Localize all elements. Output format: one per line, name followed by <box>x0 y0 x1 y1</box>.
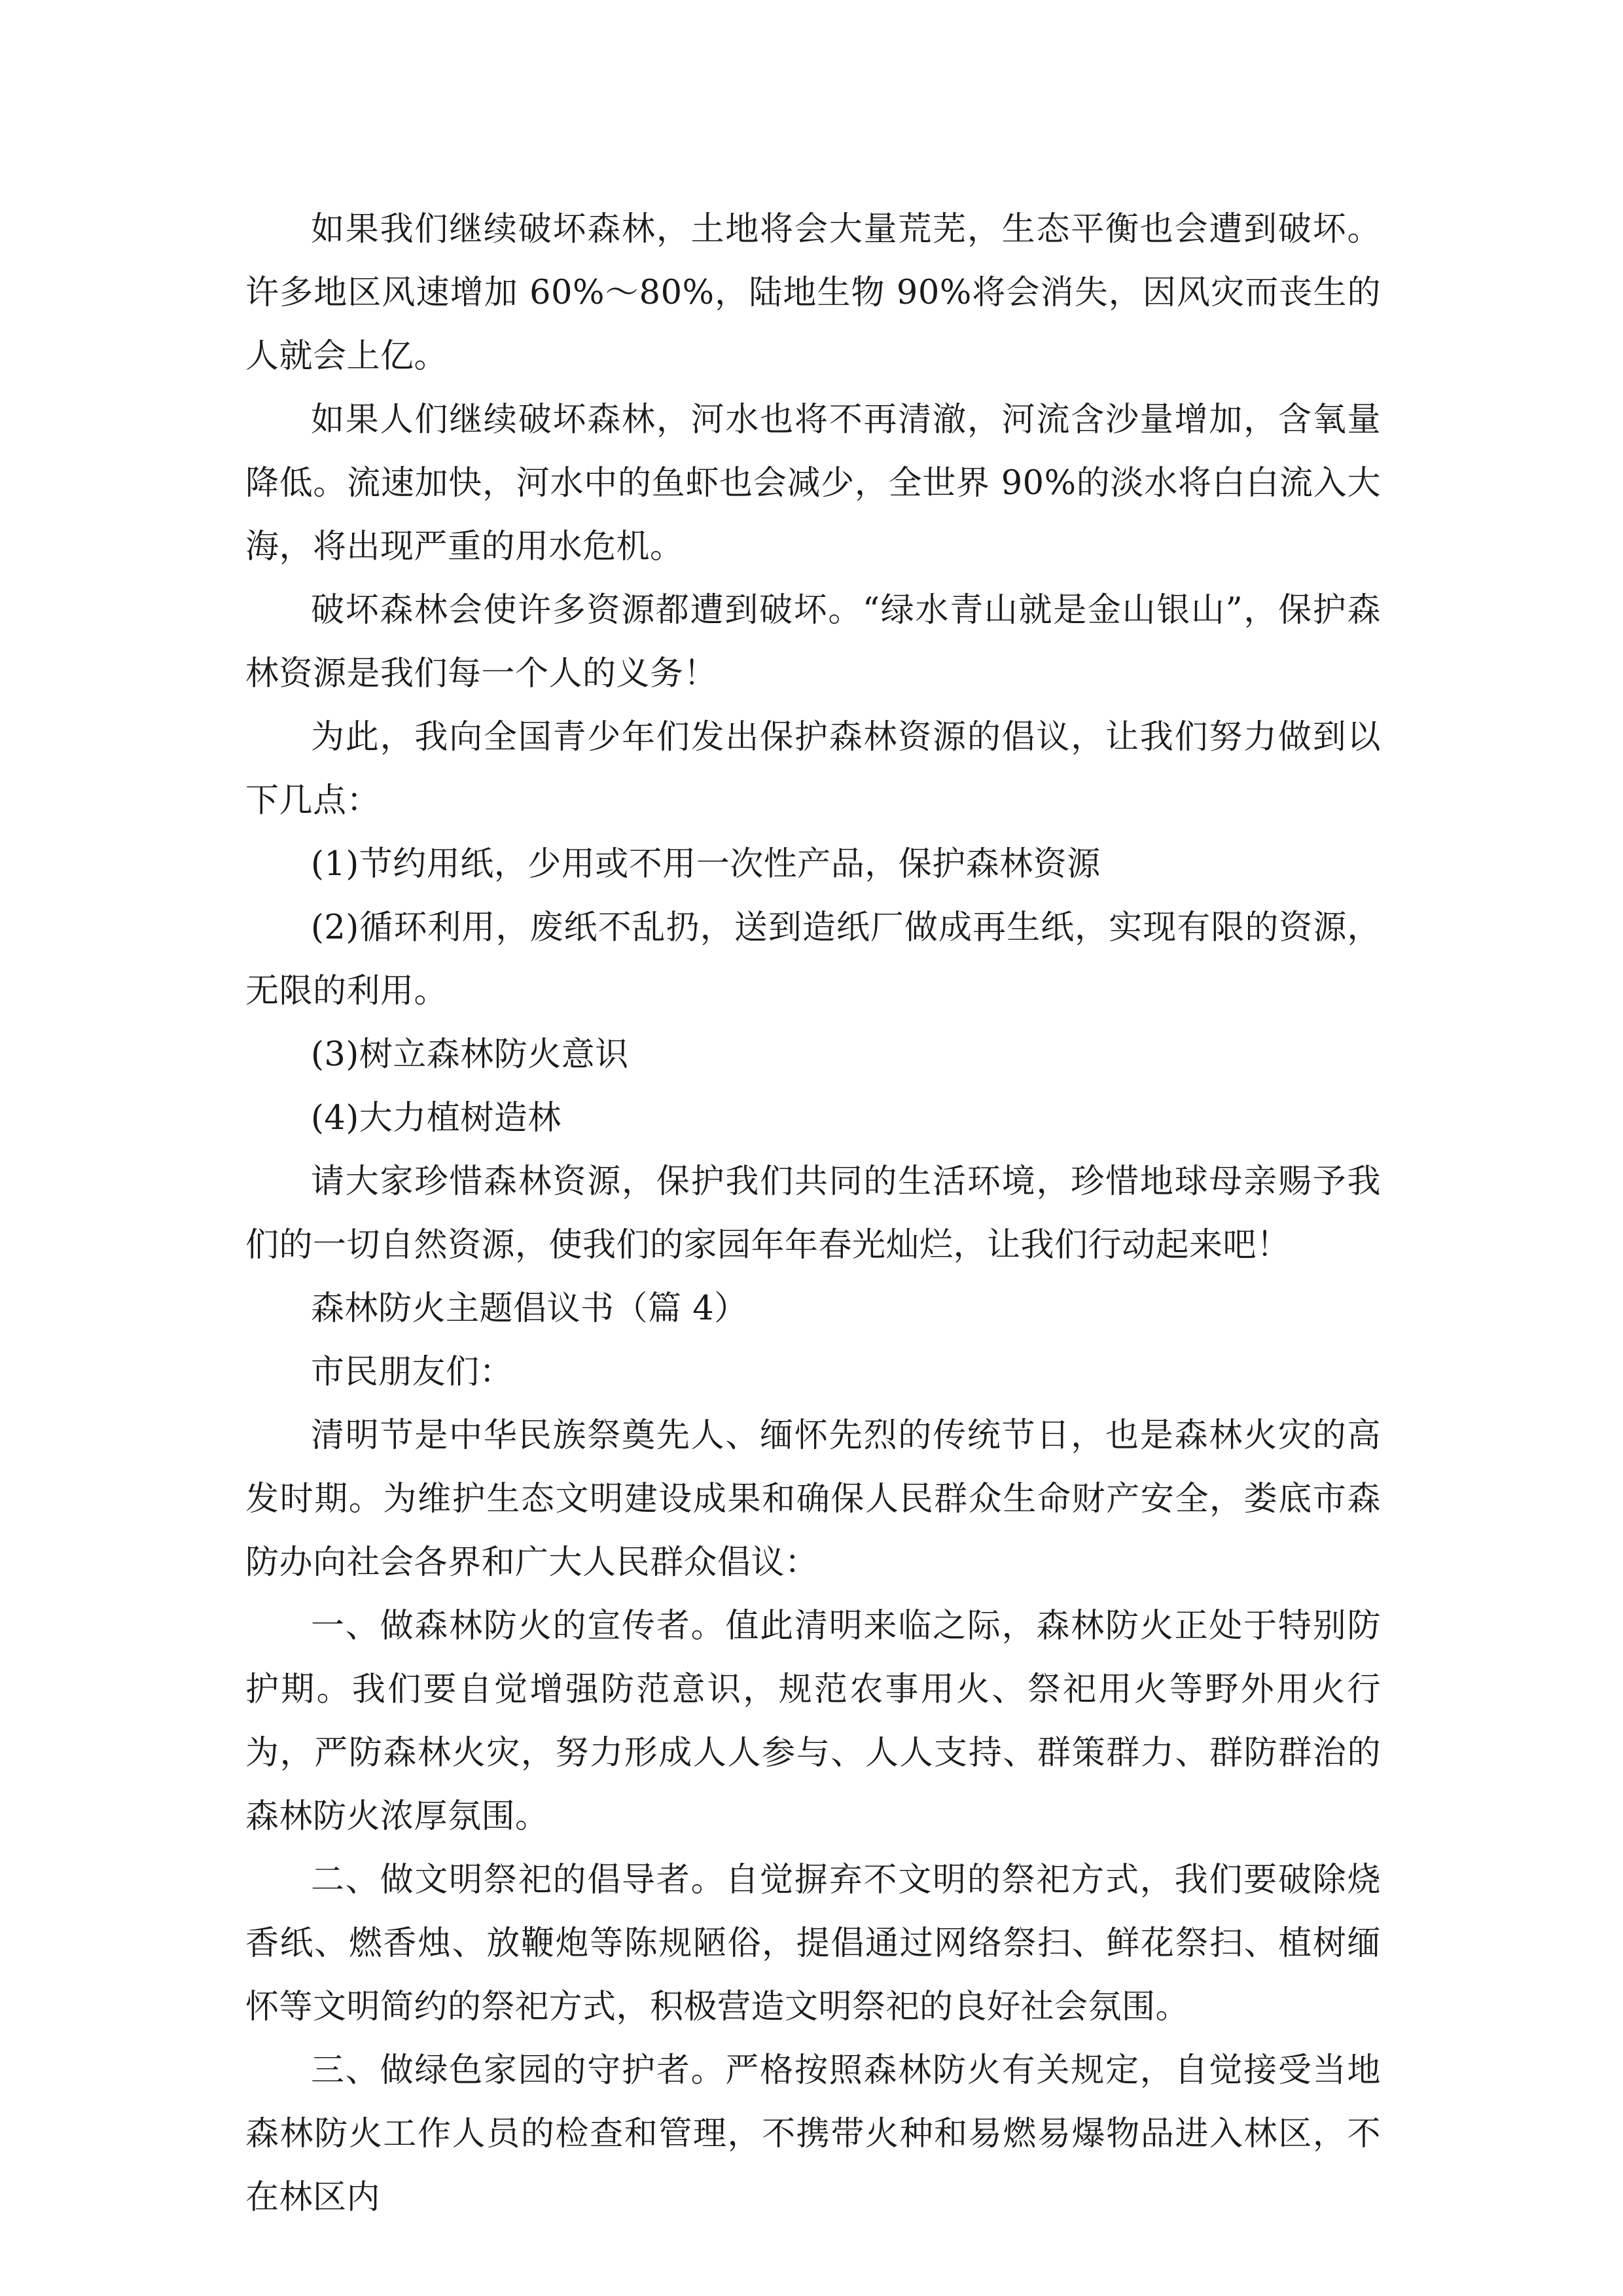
list-item-fire-awareness: (3)树立森林防火意识 <box>311 1035 629 1074</box>
paragraph-deforestation-river: 如果人们继续破坏森林，河水也将不再清澈，河流含沙量增加，含氧量降低。流速加快，河水中的鱼虾也会减少，全世界 90%的淡水将白白流入大海，将出现严重的用水危机。 <box>245 401 1381 566</box>
section-title: 森林防火主题倡议书（篇 4） <box>311 1289 748 1328</box>
list-item-recycle: (2)循环利用，废纸不乱扔，送到造纸厂做成再生纸，实现有限的资源，无限的利用。 <box>245 908 1381 1011</box>
paragraph-point-three: 三、做绿色家园的守护者。严格按照森林防火有关规定，自觉接受当地森林防火工作人员的检查和管理，不携带火种和易燃易爆物品进入林区，不在林区内 <box>245 2051 1381 2217</box>
paragraph-point-two: 二、做文明祭祀的倡导者。自觉摒弃不文明的祭祀方式，我们要破除烧香纸、燃香烛、放鞭炮等陈规陋俗，提倡通过网络祭扫、鲜花祭扫、植树缅怀等文明简约的祭祀方式，积极营造文明祭祀的良好社会氛围。 <box>245 1861 1381 2026</box>
paragraph-closing-call: 请大家珍惜森林资源，保护我们共同的生活环境，珍惜地球母亲赐予我们的一切自然资源，使我们的家园年年春光灿烂，让我们行动起来吧！ <box>245 1162 1381 1265</box>
salutation: 市民朋友们： <box>311 1353 514 1391</box>
paragraph-proposal-intro: 为此，我向全国青少年们发出保护森林资源的倡议，让我们努力做到以下几点： <box>245 718 1381 820</box>
paragraph-deforestation-land: 如果我们继续破坏森林，土地将会大量荒芜，生态平衡也会遭到破坏。许多地区风速增加 60%～80%，陆地生物 90%将会消失，因风灾而丧生的人就会上亿。 <box>245 210 1381 376</box>
document-body <box>245 198 1381 2229</box>
list-item-plant-trees: (4)大力植树造林 <box>311 1099 562 1138</box>
paragraph-resources-duty: 破坏森林会使许多资源都遭到破坏。“绿水青山就是金山银山”，保护森林资源是我们每一个人的义务！ <box>245 591 1381 693</box>
list-item-save-paper: (1)节约用纸，少用或不用一次性产品，保护森林资源 <box>311 845 1101 884</box>
paragraph-qingming-intro: 清明节是中华民族祭奠先人、缅怀先烈的传统节日，也是森林火灾的高发时期。为维护生态文明建设成果和确保人民群众生命财产安全，娄底市森防办向社会各界和广大人民群众倡议： <box>245 1416 1381 1582</box>
paragraph-point-one: 一、做森林防火的宣传者。值此清明来临之际，森林防火正处于特别防护期。我们要自觉增强防范意识，规范农事用火、祭祀用火等野外用火行为，严防森林火灾，努力形成人人参与、人人支持、群策群力、群防群治的森林防火浓厚氛围。 <box>245 1607 1381 1836</box>
